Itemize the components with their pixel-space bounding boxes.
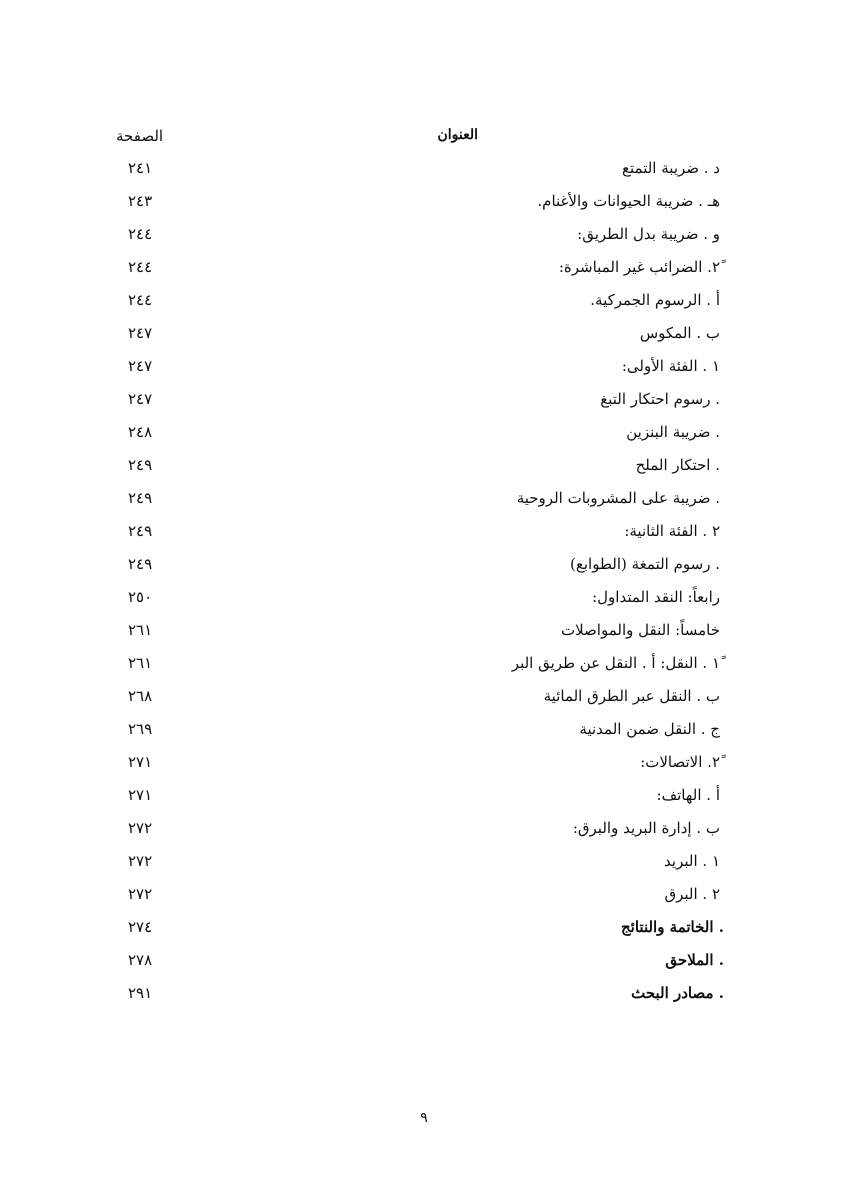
toc-entry-page: ٢٩١ [128,984,153,1002]
toc-entry [0,520,848,553]
toc-entry-page: ٢٤٧ [128,390,153,408]
toc-entry-title: ١ . البريد [664,852,720,870]
toc-entry-page: ٢٤٩ [128,522,153,540]
toc-entry-page: ٢٤١ [128,159,153,177]
toc-entry-title: . الملاحق [665,951,724,969]
toc-entry-page: ٢٧١ [128,753,153,771]
toc-entry-title: ب . النقل عبر الطرق المائية [543,687,720,705]
toc-entry-title: ً٢. الضرائب غير المباشرة: [558,258,720,276]
toc-entry-page: ٢٤٤ [128,291,153,309]
toc-entry-title: ٢ . البرق [664,885,720,903]
toc-entry [0,586,848,619]
toc-entry [0,322,848,355]
toc-entry-page: ٢٤٩ [128,489,153,507]
toc-entry-title: . ضريبة البنزين [626,423,720,441]
toc-entry [0,751,848,784]
toc-entry-page: ٢٧٤ [128,918,153,936]
toc-entry [0,619,848,652]
toc-entry [0,454,848,487]
toc-header [0,127,848,153]
toc-entry-page: ٢٦١ [128,654,153,672]
toc-entry [0,355,848,388]
toc-entry [0,817,848,850]
toc-entry-title: د . ضريبة التمتع [622,159,720,177]
toc-entry-page: ٢٧٨ [128,951,153,969]
toc-entry-page: ٢٥٠ [128,588,153,606]
toc-entry-page: ٢٤٧ [128,324,153,342]
toc-entry [0,421,848,454]
toc-entry [0,850,848,883]
toc-entry-page: ٢٧٢ [128,819,153,837]
toc-entry [0,718,848,751]
toc-entry-page: ٢٤٧ [128,357,153,375]
toc-entry-page: ٢٤٣ [128,192,153,210]
toc-entry-page: ٢٧٢ [128,852,153,870]
toc-entry-title: أ . الهاتف: [656,786,720,804]
toc-entry-title: . ضريبة على المشروبات الروحية [516,489,720,507]
toc-entry-title: . رسوم التمغة (الطوابع) [570,555,720,573]
toc-entry-title: ب . المكوس [639,324,720,342]
toc-entry-title: و . ضريبة بدل الطريق: [577,225,720,243]
toc-entry-page: ٢٤٨ [128,423,153,441]
toc-entry [0,289,848,322]
toc-entry-title: ١ . الفئة الأولى: [621,357,720,375]
toc-entry-title: . مصادر البحث [631,984,724,1002]
toc-entry [0,190,848,223]
toc-entry [0,388,848,421]
toc-entry [0,157,848,190]
toc-entry-page: ٢٦١ [128,621,153,639]
toc-entry-title: رابعاً: النقد المتداول: [592,588,720,606]
toc-entry [0,553,848,586]
toc-entry-page: ٢٤٤ [128,225,153,243]
toc-entry [0,652,848,685]
toc-entry [0,487,848,520]
toc-entry-title: ٢ . الفئة الثانية: [624,522,720,540]
toc-page-column-header: الصفحة [116,127,164,145]
toc-entry-title: ً١ . النقل: أ . النقل عن طريق البر [511,654,720,672]
toc-entry-title: . احتكار الملح [635,456,720,474]
toc-entry-page: ٢٦٩ [128,720,153,738]
page-number: ٩ [420,1110,428,1126]
toc-entry-title: ً٢. الاتصالات: [640,753,720,771]
toc-entry-title: . رسوم احتكار التبغ [600,390,720,408]
toc-entry-page: ٢٧٢ [128,885,153,903]
toc-entry [0,784,848,817]
toc-entry-page: ٢٦٨ [128,687,153,705]
toc-entry-title: هـ . ضريبة الحيوانات والأغنام. [537,192,720,210]
toc-entry-title: خامساً: النقل والمواصلات [560,621,720,639]
toc-entry [0,949,848,982]
toc-entry-page: ٢٧١ [128,786,153,804]
toc-entry [0,685,848,718]
toc-entry-title: ج . النقل ضمن المدنية [579,720,720,738]
toc-entry-page: ٢٤٩ [128,555,153,573]
toc-entry [0,883,848,916]
toc-entry-title: أ . الرسوم الجمركية. [590,291,720,309]
toc-entry-page: ٢٤٤ [128,258,153,276]
toc-entry [0,223,848,256]
toc-title-column-header: العنوان [437,127,478,143]
toc-entry-title: . الخاتمة والنتائج [620,918,724,936]
toc-entry [0,256,848,289]
toc-entry-title: ب . إدارة البريد والبرق: [572,819,720,837]
toc-entry-page: ٢٤٩ [128,456,153,474]
table-of-contents [0,157,848,1015]
toc-entry [0,916,848,949]
toc-entry [0,982,848,1015]
